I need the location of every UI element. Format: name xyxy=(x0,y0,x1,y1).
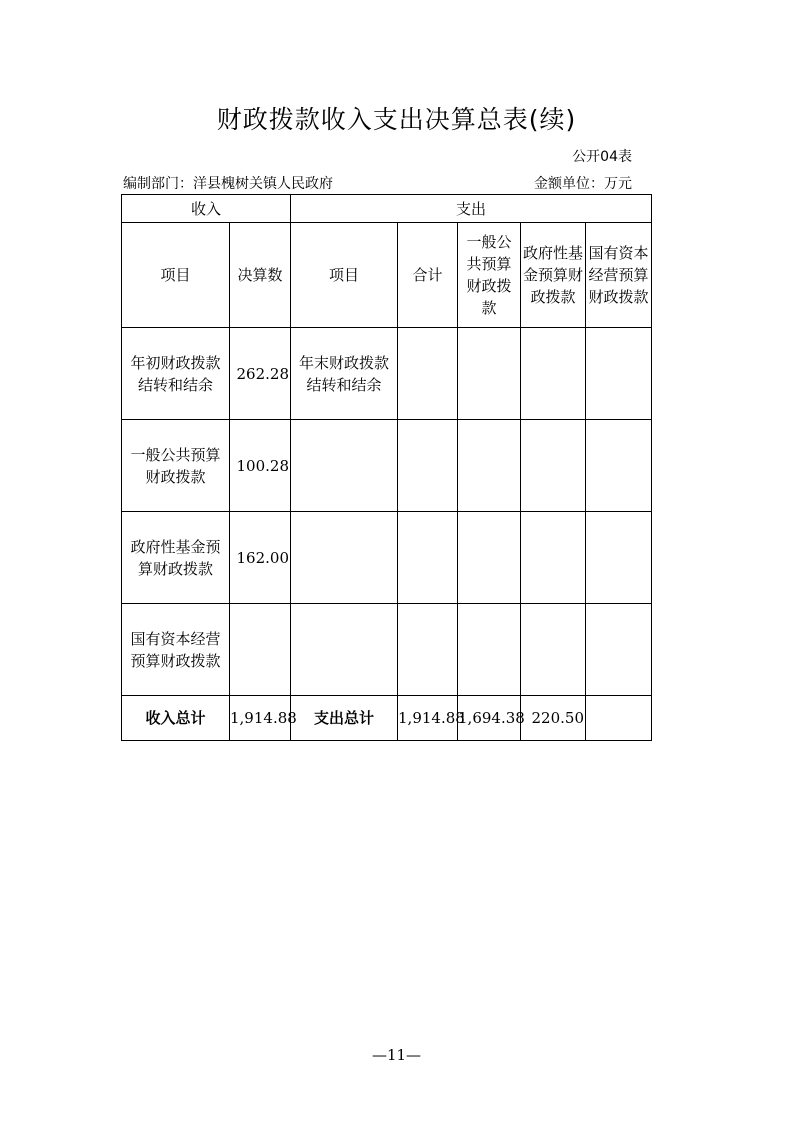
expense-total-cell xyxy=(398,420,458,512)
general-cell xyxy=(458,328,521,420)
fund-cell xyxy=(521,328,586,420)
page-title: 财政拨款收入支出决算总表(续) xyxy=(216,105,577,134)
income-item-cell: 一般公共预算财政拨款 xyxy=(122,420,230,512)
department-label: 编制部门：洋县槐树关镇人民政府 xyxy=(123,176,333,192)
expense-item-header: 项目 xyxy=(291,223,398,328)
table-row xyxy=(122,420,652,512)
fund-cell xyxy=(521,604,586,696)
income-header: 收入 xyxy=(122,195,291,223)
fund-cell xyxy=(521,420,586,512)
income-amount-header: 决算数 xyxy=(230,223,291,328)
capital-budget-header: 国有资本经营预算财政拨款 xyxy=(586,223,652,328)
expense-item-cell xyxy=(291,512,398,604)
capital-total xyxy=(586,696,652,741)
unit-label: 金额单位：万元 xyxy=(534,176,632,192)
income-amount-cell: 162.00 xyxy=(230,512,291,604)
fund-cell xyxy=(521,512,586,604)
income-item-cell: 国有资本经营预算财政拨款 xyxy=(122,604,230,696)
general-cell xyxy=(458,604,521,696)
general-cell xyxy=(458,512,521,604)
fund-total: 220.50 xyxy=(521,696,586,741)
column-header-row xyxy=(122,223,652,328)
page-number: —11— xyxy=(371,1046,422,1064)
table-row xyxy=(122,512,652,604)
expense-item-cell xyxy=(291,420,398,512)
group-header-row xyxy=(122,195,652,223)
income-amount-cell xyxy=(230,604,291,696)
expense-total-amount: 1,914.88 xyxy=(398,696,458,741)
expense-total-header: 合计 xyxy=(398,223,458,328)
capital-cell xyxy=(586,512,652,604)
expense-item-cell: 年末财政拨款结转和结余 xyxy=(291,328,398,420)
income-amount-cell: 262.28 xyxy=(230,328,291,420)
totals-row xyxy=(122,696,652,741)
fund-budget-header: 政府性基金预算财政拨款 xyxy=(521,223,586,328)
income-amount-cell: 100.28 xyxy=(230,420,291,512)
general-budget-header: 一般公共预算财政拨款 xyxy=(458,223,521,328)
capital-cell xyxy=(586,604,652,696)
expense-total-cell xyxy=(398,604,458,696)
income-item-cell: 政府性基金预算财政拨款 xyxy=(122,512,230,604)
income-item-header: 项目 xyxy=(122,223,230,328)
capital-cell xyxy=(586,420,652,512)
table-row xyxy=(122,328,652,420)
general-total: 1,694.38 xyxy=(458,696,521,741)
form-number: 公开04表 xyxy=(572,149,632,165)
income-item-cell: 年初财政拨款结转和结余 xyxy=(122,328,230,420)
budget-table xyxy=(121,194,652,741)
expense-header: 支出 xyxy=(291,195,652,223)
expense-total-cell xyxy=(398,328,458,420)
income-total-label: 收入总计 xyxy=(122,696,230,741)
expense-total-cell xyxy=(398,512,458,604)
table-row xyxy=(122,604,652,696)
expense-total-label: 支出总计 xyxy=(291,696,398,741)
capital-cell xyxy=(586,328,652,420)
general-cell xyxy=(458,420,521,512)
income-total-amount: 1,914.88 xyxy=(230,696,291,741)
expense-item-cell xyxy=(291,604,398,696)
